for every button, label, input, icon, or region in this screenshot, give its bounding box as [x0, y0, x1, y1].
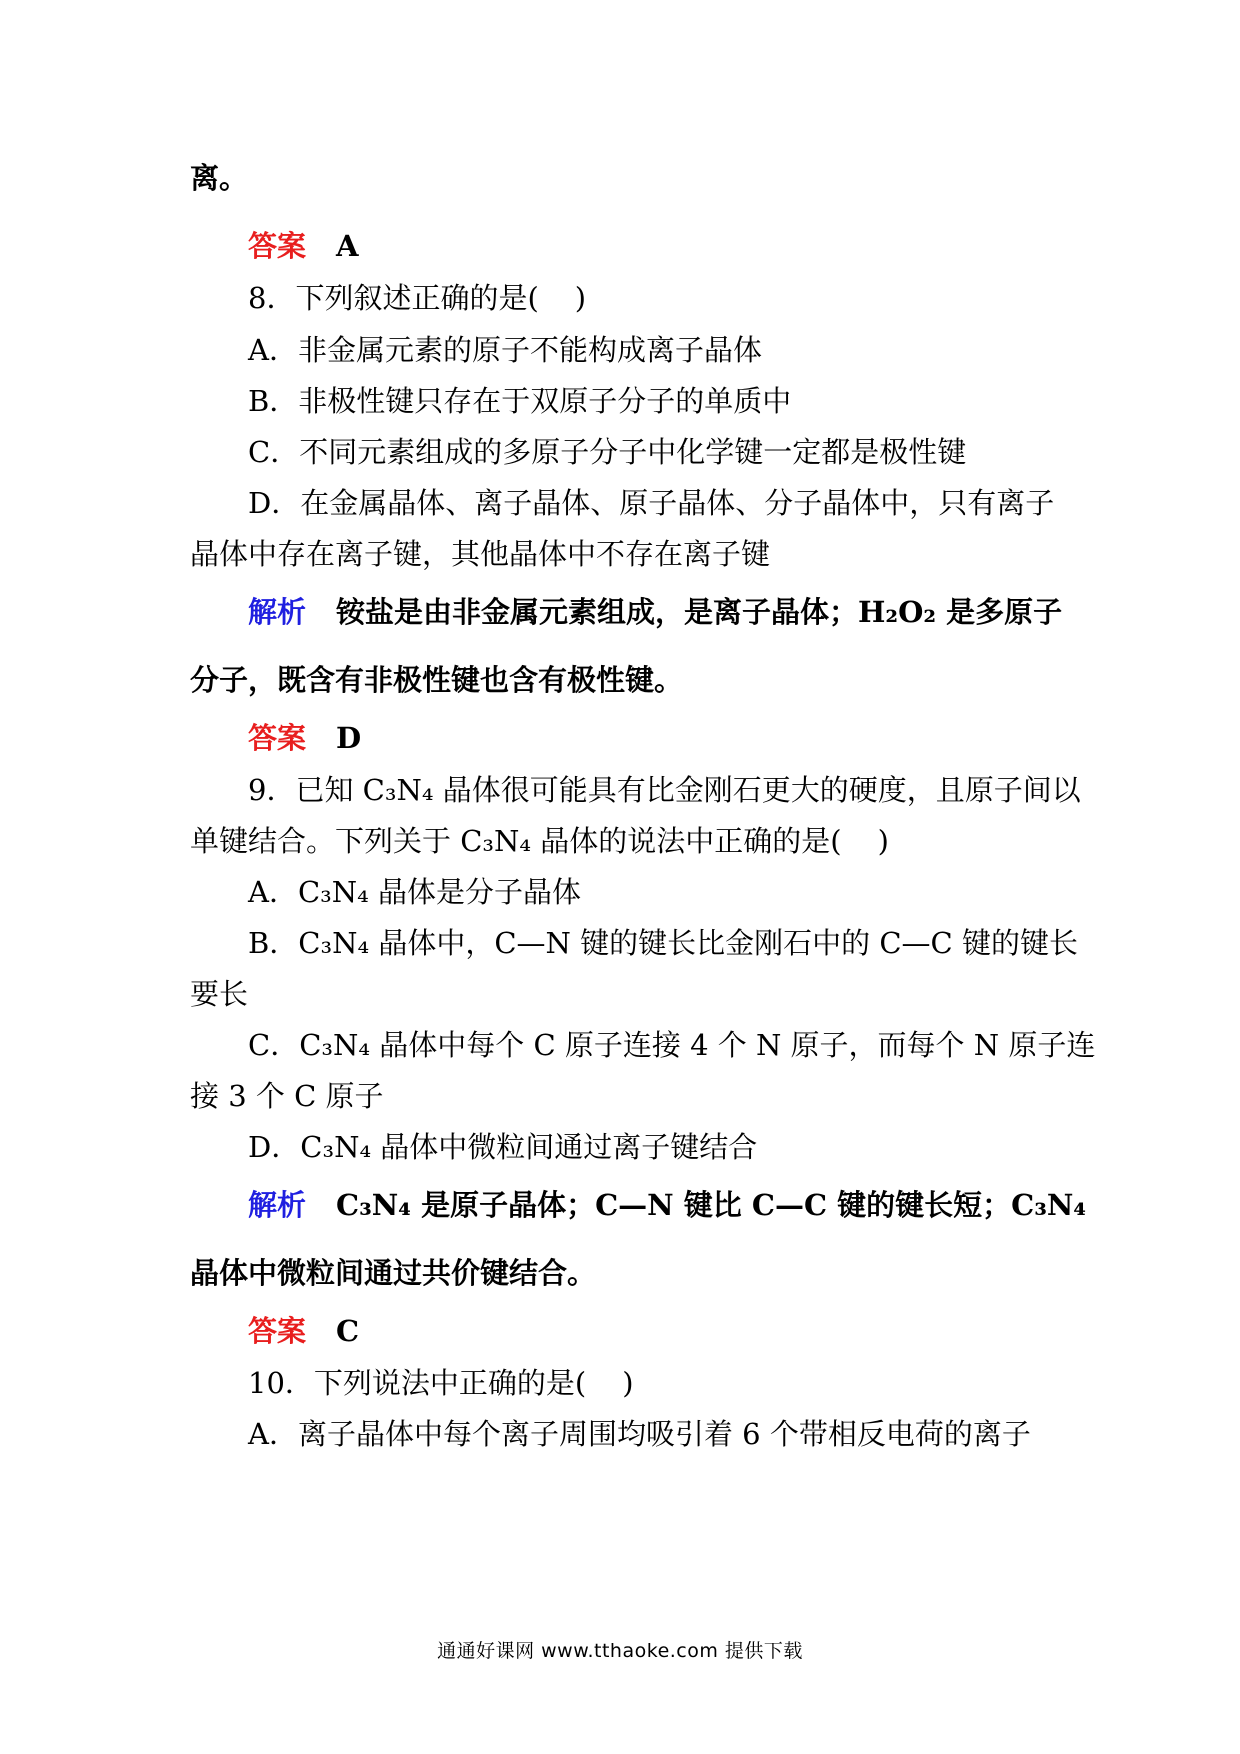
q9-stem-line1: 9．已知 C₃N₄ 晶体很可能具有比金刚石更大的硬度，且原子间以 — [248, 773, 1081, 807]
q9-option-a: A．C₃N₄ 晶体是分子晶体 — [248, 875, 581, 909]
analysis-label: 解析 — [248, 595, 307, 629]
prev-answer-row — [248, 226, 359, 266]
q9-analysis-text: C₃N₄ 是原子晶体；C—N 键比 C—C 键的键长短；C₃N₄ — [336, 1188, 1087, 1222]
q8-analysis-text: 铵盐是由非金属元素组成，是离子晶体；H₂O₂ 是多原子 — [336, 595, 1063, 629]
q9-option-c-line2: 接 3 个 C 原子 — [190, 1079, 384, 1113]
analysis-label: 解析 — [248, 1188, 307, 1222]
q9-analysis-line1 — [248, 1185, 1086, 1225]
answer-label: 答案 — [248, 1314, 307, 1348]
answer-value: A — [336, 229, 359, 263]
answer-label: 答案 — [248, 721, 307, 755]
q8-option-b: B．非极性键只存在于双原子分子的单质中 — [248, 384, 792, 418]
q8-option-d-line1: D．在金属晶体、离子晶体、原子晶体、分子晶体中，只有离子 — [248, 486, 1055, 520]
q10-stem — [248, 1363, 634, 1403]
q8-stem-end: ) — [574, 281, 587, 315]
q9-stem-text: 单键结合。下列关于 C₃N₄ 晶体的说法中正确的是( — [190, 824, 842, 858]
q9-stem-end: ) — [877, 824, 889, 858]
q9-answer-row — [248, 1311, 359, 1351]
q9-option-c-line1: C．C₃N₄ 晶体中每个 C 原子连接 4 个 N 原子，而每个 N 原子连 — [248, 1028, 1096, 1062]
q10-stem-end: ) — [622, 1366, 634, 1400]
q9-option-b-line1: B．C₃N₄ 晶体中，C—N 键的键长比金刚石中的 C—C 键的键长 — [248, 926, 1078, 960]
q8-option-a: A．非金属元素的原子不能构成离子晶体 — [248, 333, 762, 367]
q9-option-d: D．C₃N₄ 晶体中微粒间通过离子键结合 — [248, 1130, 758, 1164]
q8-stem-text: 8．下列叙述正确的是( — [248, 281, 539, 315]
answer-label: 答案 — [248, 229, 307, 263]
q8-analysis-line2: 分子，既含有非极性键也含有极性键。 — [190, 663, 684, 697]
q9-option-b-line2: 要长 — [190, 977, 249, 1011]
q9-stem-line2 — [190, 821, 889, 861]
page-footer: 通通好课网 www.tthaoke.com 提供下载 — [437, 1640, 803, 1662]
q10-option-a: A．离子晶体中每个离子周围均吸引着 6 个带相反电荷的离子 — [248, 1417, 1031, 1451]
q8-stem — [248, 278, 586, 318]
q8-analysis-line1 — [248, 592, 1062, 632]
q8-option-c: C．不同元素组成的多原子分子中化学键一定都是极性键 — [248, 435, 967, 469]
answer-value: D — [336, 721, 362, 755]
q9-analysis-line2: 晶体中微粒间通过共价键结合。 — [190, 1256, 597, 1290]
q8-option-d-line2: 晶体中存在离子键，其他晶体中不存在离子键 — [190, 537, 771, 571]
q10-stem-text: 10．下列说法中正确的是( — [248, 1366, 587, 1400]
answer-value: C — [336, 1314, 360, 1348]
prev-question-tail: 离。 — [190, 161, 249, 195]
q8-answer-row — [248, 718, 361, 758]
